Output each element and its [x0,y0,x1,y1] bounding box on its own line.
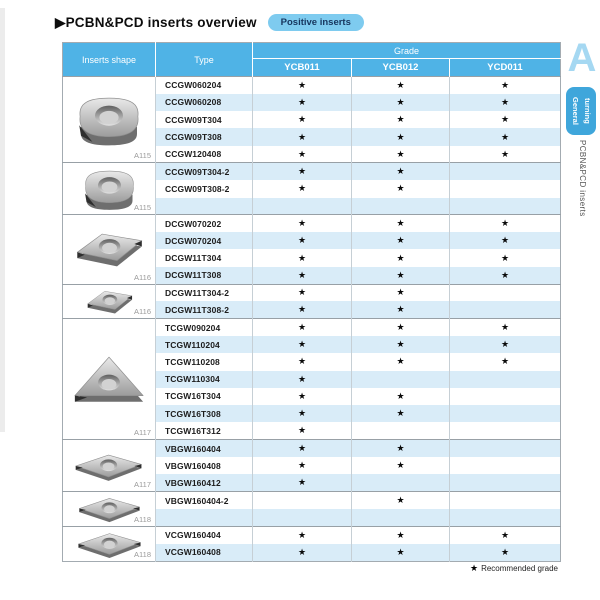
grade-cell-empty [450,492,561,509]
grade-cell-empty [352,198,450,215]
recommended-star: ★ [352,457,450,474]
insert-shape-cell [63,284,156,319]
grade-cell-empty [253,509,352,526]
grade-cell-empty [450,371,561,388]
recommended-star: ★ [450,94,561,111]
insert-type: DCGW070202 [156,215,253,232]
recommended-star: ★ [450,111,561,128]
insert-type: CCGW09T308 [156,128,253,145]
insert-type: DCGW11T304-2 [156,284,253,301]
catalog-page-ref: A118 [134,514,151,524]
general-turning-tab-label: General turning [571,97,592,125]
recommended-star: ★ [253,388,352,405]
header-grade-ycd011: YCD011 [450,59,561,77]
insert-type: TCGW16T308 [156,405,253,422]
recommended-star: ★ [352,526,450,544]
grade-cell-empty [253,198,352,215]
grade-cell-empty [450,457,561,474]
recommended-star: ★ [253,215,352,232]
table-row [63,492,561,509]
star-icon: ★ [469,563,479,573]
insert-type: TCGW110208 [156,353,253,370]
table-row [63,163,561,180]
recommended-star: ★ [253,353,352,370]
recommended-star: ★ [450,77,561,94]
grade-cell-empty [253,492,352,509]
grade-cell-empty [450,388,561,405]
recommended-star: ★ [450,319,561,336]
grade-cell-empty [450,301,561,318]
grade-cell-empty [450,180,561,197]
header-grade: Grade [253,43,561,59]
recommended-star: ★ [253,336,352,353]
insert-type: VBGW160412 [156,474,253,491]
recommended-star: ★ [450,128,561,145]
insert-type: DCGW11T308 [156,267,253,284]
diamond-insert-image [82,285,137,318]
recommended-star: ★ [352,146,450,163]
recommended-star: ★ [352,284,450,301]
recommended-star: ★ [253,163,352,180]
recommended-star: ★ [352,301,450,318]
page-edge-strip [0,8,5,432]
recommended-star: ★ [352,388,450,405]
recommended-star: ★ [253,405,352,422]
recommended-star: ★ [352,249,450,266]
inserts-overview-table [62,42,561,562]
recommended-star: ★ [253,319,352,336]
general-turning-tab [566,87,596,135]
recommended-star: ★ [450,249,561,266]
insert-shape-cell [63,163,156,215]
insert-shape-cell [63,440,156,492]
recommended-star: ★ [352,267,450,284]
recommended-star: ★ [352,319,450,336]
insert-shape-cell [63,492,156,527]
table-row [63,284,561,301]
insert-type [156,509,253,526]
header-inserts-shape: Inserts shape [63,43,156,77]
grade-cell-empty [450,440,561,457]
section-vertical-caption: PCBN&PCD inserts [578,140,587,217]
grade-cell-empty [352,371,450,388]
recommended-star: ★ [253,301,352,318]
catalog-page-ref: A115 [134,151,151,161]
recommended-star: ★ [352,77,450,94]
table-row [63,215,561,232]
title-row [55,14,364,31]
insert-type: TCGW16T304 [156,388,253,405]
diamond-insert-image [69,225,148,273]
insert-type: CCGW09T308-2 [156,180,253,197]
grade-cell-empty [352,422,450,439]
grade-cell-empty [352,474,450,491]
insert-shape-cell [63,77,156,163]
recommended-star: ★ [450,336,561,353]
table-row [63,526,561,544]
recommended-star: ★ [352,94,450,111]
recommended-star: ★ [253,128,352,145]
catalog-page-ref: A115 [134,203,151,213]
grade-cell-empty [450,284,561,301]
insert-type: VCGW160408 [156,544,253,562]
triangle-bullet-icon: ▶ [55,14,66,30]
recommended-star: ★ [352,128,450,145]
recommended-star: ★ [253,111,352,128]
insert-type [156,198,253,215]
recommended-star: ★ [253,146,352,163]
rhombus-insert-image [71,448,146,484]
triangle-insert-image [67,351,151,407]
header-grade-ycb012: YCB012 [352,59,450,77]
recommended-star: ★ [253,422,352,439]
recommended-star: ★ [352,232,450,249]
recommended-star: ★ [253,474,352,491]
recommended-star: ★ [352,163,450,180]
recommended-star: ★ [253,284,352,301]
catalog-page-ref: A117 [134,480,151,490]
recommended-star: ★ [450,146,561,163]
recommended-star: ★ [352,336,450,353]
insert-type: VBGW160404 [156,440,253,457]
recommended-star: ★ [352,440,450,457]
header-row-grade [63,43,561,59]
page-title-text: PCBN&PCD inserts overview [65,14,257,30]
insert-type: CCGW060208 [156,94,253,111]
recommended-star: ★ [253,440,352,457]
grade-cell-empty [450,198,561,215]
insert-type: CCGW060204 [156,77,253,94]
insert-type: VBGW160404-2 [156,492,253,509]
square-insert-image [67,92,151,148]
table-row [63,319,561,336]
catalog-page-ref: A116 [134,272,151,282]
insert-type: DCGW11T304 [156,249,253,266]
recommended-star: ★ [450,353,561,370]
recommended-star: ★ [253,94,352,111]
recommended-star: ★ [450,526,561,544]
insert-type: CCGW09T304-2 [156,163,253,180]
grade-cell-empty [450,509,561,526]
recommended-star: ★ [450,267,561,284]
header-grade-ycb011: YCB011 [253,59,352,77]
insert-type: TCGW16T312 [156,422,253,439]
recommended-star: ★ [450,215,561,232]
grade-cell-empty [450,474,561,491]
recommended-star: ★ [253,526,352,544]
table-row [63,440,561,457]
insert-type: DCGW070204 [156,232,253,249]
positive-inserts-badge: Positive inserts [268,14,364,31]
insert-type: VBGW160408 [156,457,253,474]
grade-cell-empty [450,405,561,422]
recommended-star: ★ [253,457,352,474]
recommended-star: ★ [253,249,352,266]
recommended-star: ★ [352,215,450,232]
recommended-star: ★ [352,405,450,422]
insert-shape-cell [63,215,156,284]
insert-shape-cell [63,526,156,561]
recommended-star: ★ [352,111,450,128]
insert-type: CCGW120408 [156,146,253,163]
insert-type: DCGW11T308-2 [156,301,253,318]
catalog-page-ref: A117 [134,428,151,438]
recommended-star: ★ [352,353,450,370]
recommended-star: ★ [253,232,352,249]
recommended-star: ★ [253,180,352,197]
insert-type: VCGW160404 [156,526,253,544]
recommended-star: ★ [253,77,352,94]
insert-type: TCGW090204 [156,319,253,336]
insert-type: TCGW110304 [156,371,253,388]
section-letter: A [567,36,597,80]
insert-type: TCGW110204 [156,336,253,353]
recommended-star: ★ [450,544,561,562]
catalog-page-ref: A118 [134,549,151,559]
insert-shape-cell [63,319,156,440]
recommended-star: ★ [253,371,352,388]
grade-cell-empty [450,163,561,180]
grade-cell-empty [450,422,561,439]
recommended-star: ★ [450,232,561,249]
recommended-grade-footnote [470,563,558,574]
recommended-star: ★ [352,180,450,197]
recommended-star: ★ [352,492,450,509]
page-title [55,15,257,31]
footnote-text: Recommended grade [481,564,558,573]
catalog-page-ref: A116 [134,307,151,317]
recommended-star: ★ [253,544,352,562]
table-row [63,77,561,94]
recommended-star: ★ [352,544,450,562]
recommended-star: ★ [253,267,352,284]
grade-cell-empty [352,509,450,526]
insert-type: CCGW09T304 [156,111,253,128]
header-type: Type [156,43,253,77]
